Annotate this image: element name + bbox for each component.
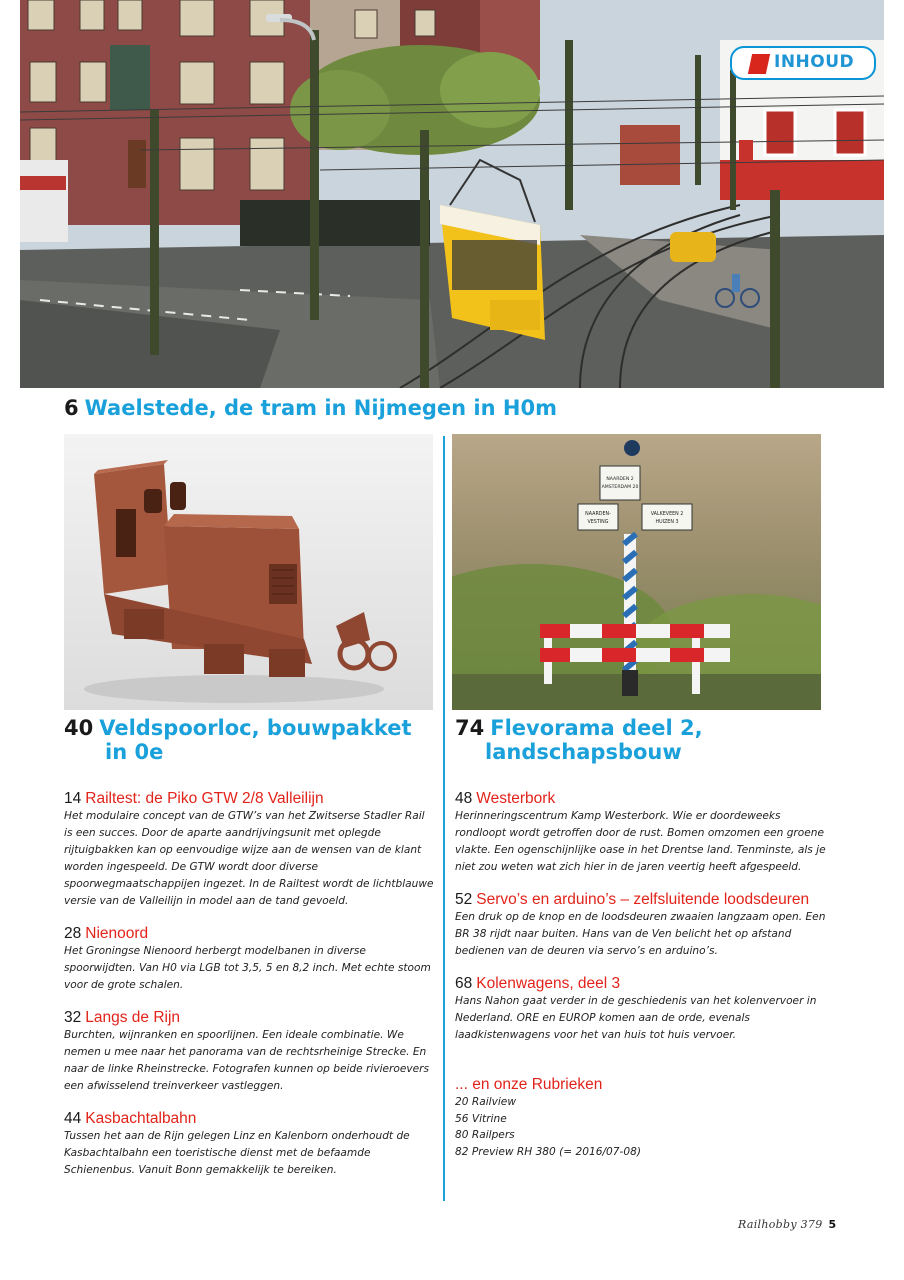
rubrieken-section (455, 1076, 827, 1160)
feature-heading-loco[interactable] (64, 716, 444, 764)
rubriek-item[interactable]: 82 Preview RH 380 (= 2016/07-08) (455, 1145, 641, 1158)
magazine-issue: Railhobby 379 (738, 1218, 823, 1231)
feature-title-line1: Flevorama deel 2, (490, 716, 703, 740)
article-title-text: Railtest: de Piko GTW 2/8 Valleilijn (85, 790, 324, 807)
article-summary: Hans Nahon gaat verder in de geschiedenis van het kolenvervoer in Nederland. ORE en EUROP komen aan de orde, evenals laadkistenwagens voor het van huis tot huis vervoer. (455, 995, 817, 1041)
sign-valkeveen-text: VALKEVEEN 2 (650, 512, 684, 517)
article-title-text: Servo’s en arduino’s – zelfsluitende loodsdeuren (476, 891, 810, 908)
article-title-text: Kasbachtalbahn (85, 1110, 197, 1127)
article-summary: Tussen het aan de Rijn gelegen Linz en Kalenborn onderhoudt de Kasbachtalbahn een toeristische dienst met de befaamde Schienenbus. Vanuit Bonn gemakkelijk te bereiken. (64, 1130, 410, 1176)
article-title-text: Kolenwagens, deel 3 (476, 975, 621, 992)
article-title (455, 891, 827, 909)
article-summary: Het Groningse Nienoord herbergt modelbanen in diverse spoorwijdten. Van H0 via LGB tot 3,5, 5 en 8,2 inch. Met echte stoom voor de grote schalen. (64, 945, 431, 991)
hero-photo (20, 0, 884, 388)
lead-article-number: 6 (64, 396, 79, 420)
feature-number: 74 (455, 716, 485, 740)
article-item[interactable] (455, 790, 827, 876)
roadsign-diorama-photo (452, 434, 821, 710)
article-page-number: 32 (64, 1009, 82, 1026)
loco-illustration (64, 434, 433, 710)
article-summary: Burchten, wijnranken en spoorlijnen. Een ideale combinatie. We nemen u mee naar het panorama van de rechtsrheinige Strecke. En naar de linke Rheinstrecke. Fotografen kunnen op beide rivieroevers een afwisselend treinverkeer vastleggen. (64, 1029, 430, 1092)
article-summary: Herinneringscentrum Kamp Westerbork. Wie er doordeweeks rondloopt wordt getroffen door de rust. Bomen omzomen een groene vlakte. Een ogenschijnlijke oase in het Drentse land. Tenminste, als je niet zou weten wat zich hier in de jaren veertig heeft afgespeeld. (455, 810, 826, 873)
article-item[interactable] (64, 1009, 436, 1095)
article-item[interactable] (455, 891, 827, 960)
lead-article-title: Waelstede, de tram in Nijmegen in H0m (84, 396, 557, 420)
article-summary: Een druk op de knop en de loodsdeuren zwaaien langzaam open. Een BR 38 rijdt naar buiten. Hans van de Ven belicht het op afstand bedienen van de deuren via servo’s en arduino’s. (455, 911, 826, 957)
badge-tab-icon (748, 54, 770, 74)
article-title (64, 925, 436, 943)
article-title-text: Westerbork (476, 790, 556, 807)
article-title (64, 1110, 436, 1128)
svg-text:VESTING: VESTING (587, 520, 609, 525)
article-title (64, 790, 436, 808)
svg-text:HUIZEN 3: HUIZEN 3 (655, 520, 679, 525)
article-item[interactable] (64, 925, 436, 994)
sign-vesting-text: NAARDEN- (585, 512, 611, 517)
lead-article-heading[interactable] (64, 396, 557, 420)
article-item[interactable] (455, 975, 827, 1044)
articles-right-column (455, 790, 827, 1160)
roadsign-illustration (452, 434, 821, 710)
page-number: 5 (828, 1218, 837, 1231)
rubriek-item[interactable]: 56 Vitrine (455, 1112, 507, 1125)
article-summary: Het modulaire concept van de GTW’s van het Zwitserse Stadler Rail is een succes. Door de aparte aandrijvingsunit met oplegde rijtuigbakken kan op eenvoudige wijze aan de wensen van de klant worden ingespeeld. De GTW wordt door diverse spoorwegmaatschappijen ingezet. In de Railtest wordt de lichtblauwe versie van de Valleilijn in model aan de tand gevoeld. (64, 810, 434, 907)
rubriek-item[interactable]: 80 Railpers (455, 1129, 515, 1141)
sign-naarden-text: NAARDEN 2 (606, 477, 634, 482)
article-title (64, 1009, 436, 1027)
loco-kit-photo (64, 434, 433, 710)
column-divider (443, 436, 445, 1201)
inhoud-badge[interactable] (730, 46, 876, 80)
article-title (455, 975, 827, 993)
rubriek-item[interactable]: 20 Railview (455, 1096, 516, 1108)
article-page-number: 14 (64, 790, 82, 807)
article-page-number: 52 (455, 891, 473, 908)
article-item[interactable] (64, 1110, 436, 1179)
feature-heading-flevorama[interactable] (455, 716, 835, 764)
article-page-number: 68 (455, 975, 473, 992)
rubrieken-list (455, 1094, 827, 1160)
rubrieken-title: ... en onze Rubrieken (455, 1076, 603, 1093)
svg-text:AMSTERDAM 20: AMSTERDAM 20 (601, 485, 639, 490)
feature-title-line1: Veldspoorloc, bouwpakket (99, 716, 412, 740)
article-title (455, 790, 827, 808)
article-item[interactable] (64, 790, 436, 910)
article-title-text: Nienoord (85, 925, 149, 942)
article-page-number: 28 (64, 925, 82, 942)
article-page-number: 44 (64, 1110, 82, 1127)
article-page-number: 48 (455, 790, 473, 807)
feature-number: 40 (64, 716, 94, 740)
articles-left-column (64, 790, 436, 1194)
article-title-text: Langs de Rijn (85, 1009, 181, 1026)
feature-title-line2: landschapsbouw (485, 740, 682, 765)
page-footer (738, 1218, 837, 1231)
inhoud-label: INHOUD (774, 52, 855, 72)
feature-title-line2: in 0e (105, 740, 164, 765)
